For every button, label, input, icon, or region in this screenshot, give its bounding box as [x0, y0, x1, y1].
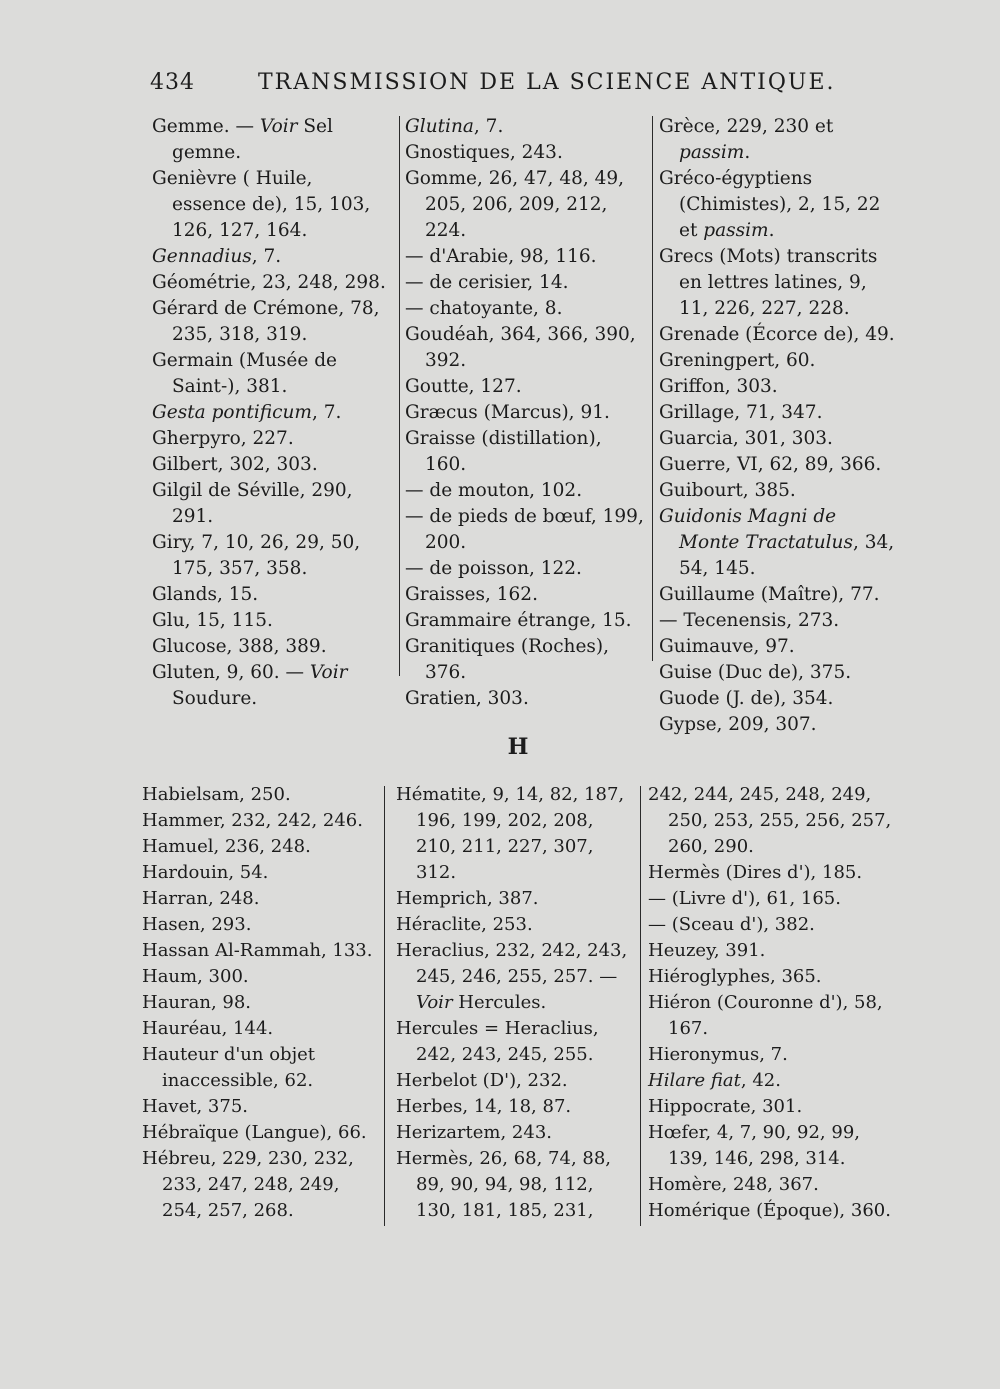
- index-entry: Glucose, 388, 389.: [152, 636, 327, 657]
- index-entry: Grammaire étrange, 15.: [405, 610, 632, 631]
- index-entry: Guarcia, 301, 303.: [659, 428, 833, 449]
- index-entry: Goudéah, 364, 366, 390, 392.: [405, 324, 636, 371]
- index-entry: Homère, 248, 367.: [648, 1174, 819, 1195]
- index-entry: Gomme, 26, 47, 48, 49, 205, 206, 209, 212, 224.: [405, 168, 625, 241]
- section-letter-h: H: [507, 734, 529, 760]
- index-entry: Hauteur d'un objet inaccessible, 62.: [142, 1044, 316, 1091]
- index-entry: — de poisson, 122.: [405, 558, 582, 579]
- index-entry: Homérique (Époque), 360.: [648, 1200, 891, 1221]
- index-entry: Hermès (Dires d'), 185.: [648, 862, 863, 883]
- index-entry: Gemme. — Voir Sel gemne.: [152, 116, 333, 163]
- index-entry: Glands, 15.: [152, 584, 259, 605]
- index-entry: Gilgil de Séville, 290, 291.: [152, 480, 353, 527]
- index-entry: Hématite, 9, 14, 82, 187, 196, 199, 202, 208, 210, 211, 227, 307, 312.: [396, 784, 625, 883]
- column-divider: [652, 116, 653, 661]
- index-entry: Gennadius, 7.: [152, 246, 282, 267]
- index-entry: Hébreu, 229, 230, 232, 233, 247, 248, 249, 254, 257, 268.: [142, 1148, 354, 1221]
- index-entry: Hamuel, 236, 248.: [142, 836, 311, 857]
- index-entry: Graisse (distillation), 160.: [405, 428, 602, 475]
- index-entry: Gesta pontificum, 7.: [152, 402, 342, 423]
- index-entry: Græcus (Marcus), 91.: [405, 402, 610, 423]
- index-entry: Heraclius, 232, 242, 243, 245, 246, 255, 257. — Voir Hercules.: [396, 940, 628, 1013]
- index-entry: Graisses, 162.: [405, 584, 538, 605]
- index-column-2: [396, 782, 636, 1224]
- index-entry: Guerre, VI, 62, 89, 366.: [659, 454, 882, 475]
- index-entry: Hasen, 293.: [142, 914, 252, 935]
- page-number: 434: [150, 70, 195, 95]
- index-entry: Germain (Musée de Saint-), 381.: [152, 350, 337, 397]
- index-entry: Herizartem, 243.: [396, 1122, 553, 1143]
- index-entry: Grecs (Mots) transcrits en lettres latines, 9, 11, 226, 227, 228.: [659, 246, 878, 319]
- index-entry: Héraclite, 253.: [396, 914, 533, 935]
- index-column-2: [405, 114, 645, 712]
- index-entry: Guidonis Magni de Monte Tractatulus, 34, 54, 145.: [659, 506, 895, 579]
- index-entry: — de cerisier, 14.: [405, 272, 569, 293]
- index-entry: Grenade (Écorce de), 49.: [659, 324, 895, 345]
- index-entry: Heuzey, 391.: [648, 940, 766, 961]
- index-entry: Herbelot (D'), 232.: [396, 1070, 568, 1091]
- index-entry: Glu, 15, 115.: [152, 610, 273, 631]
- index-entry: Haum, 300.: [142, 966, 249, 987]
- index-entry: Habielsam, 250.: [142, 784, 291, 805]
- index-column-1: [142, 782, 380, 1224]
- index-entry: — de pieds de bœuf, 199, 200.: [405, 506, 644, 553]
- index-entry: — d'Arabie, 98, 116.: [405, 246, 597, 267]
- index-entry: Glutina, 7.: [405, 116, 504, 137]
- index-entry: 242, 244, 245, 248, 249, 250, 253, 255, 256, 257, 260, 290.: [648, 784, 892, 857]
- running-title: TRANSMISSION DE LA SCIENCE ANTIQUE.: [258, 70, 836, 95]
- index-entry: Hemprich, 387.: [396, 888, 539, 909]
- index-entry: Hippocrate, 301.: [648, 1096, 803, 1117]
- index-entry: Hébraïque (Langue), 66.: [142, 1122, 367, 1143]
- index-entry: Giry, 7, 10, 26, 29, 50, 175, 357, 358.: [152, 532, 361, 579]
- index-entry: Grèce, 229, 230 et passim.: [659, 116, 834, 163]
- index-entry: Guillaume (Maître), 77.: [659, 584, 880, 605]
- index-entry: Hardouin, 54.: [142, 862, 269, 883]
- index-entry: Gilbert, 302, 303.: [152, 454, 318, 475]
- index-entry: Hammer, 232, 242, 246.: [142, 810, 363, 831]
- index-entry: Guibourt, 385.: [659, 480, 796, 501]
- index-entry: Gypse, 209, 307.: [659, 714, 817, 735]
- index-entry: Gérard de Crémone, 78, 235, 318, 319.: [152, 298, 380, 345]
- column-divider: [384, 786, 385, 1226]
- index-entry: Granitiques (Roches), 376.: [405, 636, 610, 683]
- index-column-1: [152, 114, 392, 712]
- index-entry: Grillage, 71, 347.: [659, 402, 823, 423]
- index-entry: — chatoyante, 8.: [405, 298, 563, 319]
- index-entry: Guode (J. de), 354.: [659, 688, 834, 709]
- index-entry: — (Sceau d'), 382.: [648, 914, 815, 935]
- index-column-3: [659, 114, 901, 738]
- index-entry: — Tecenensis, 273.: [659, 610, 840, 631]
- index-entry: Hieronymus, 7.: [648, 1044, 788, 1065]
- index-entry: Géométrie, 23, 248, 298.: [152, 272, 386, 293]
- index-section-g: [0, 114, 1000, 735]
- index-entry: Harran, 248.: [142, 888, 260, 909]
- column-divider: [399, 116, 400, 676]
- index-entry: Greningpert, 60.: [659, 350, 816, 371]
- index-entry: Hauréau, 144.: [142, 1018, 274, 1039]
- index-entry: Guise (Duc de), 375.: [659, 662, 852, 683]
- index-entry: Guimauve, 97.: [659, 636, 795, 657]
- index-entry: Gratien, 303.: [405, 688, 529, 709]
- index-entry: Gréco-égyptiens (Chimistes), 2, 15, 22 et passim.: [659, 168, 881, 241]
- index-entry: Hercules = Heraclius, 242, 243, 245, 255.: [396, 1018, 599, 1065]
- index-entry: Hœfer, 4, 7, 90, 92, 99, 139, 146, 298, 314.: [648, 1122, 860, 1169]
- index-entry: Hiéroglyphes, 365.: [648, 966, 822, 987]
- index-entry: Gherpyro, 227.: [152, 428, 294, 449]
- index-entry: Hermès, 26, 68, 74, 88, 89, 90, 94, 98, 112, 130, 181, 185, 231,: [396, 1148, 612, 1221]
- index-entry: Hilare fiat, 42.: [648, 1070, 781, 1091]
- index-entry: Herbes, 14, 18, 87.: [396, 1096, 572, 1117]
- index-entry: Griffon, 303.: [659, 376, 778, 397]
- index-entry: Hassan Al-Rammah, 133.: [142, 940, 373, 961]
- index-entry: Hauran, 98.: [142, 992, 252, 1013]
- index-section-h: [0, 782, 1000, 1232]
- index-entry: — de mouton, 102.: [405, 480, 583, 501]
- index-column-3: [648, 782, 894, 1224]
- index-entry: Hiéron (Couronne d'), 58, 167.: [648, 992, 883, 1039]
- page-header: [150, 66, 900, 106]
- column-divider: [640, 786, 641, 1226]
- index-entry: Goutte, 127.: [405, 376, 522, 397]
- index-entry: Genièvre ( Huile, essence de), 15, 103, 126, 127, 164.: [152, 168, 371, 241]
- index-entry: Havet, 375.: [142, 1096, 249, 1117]
- index-entry: Gluten, 9, 60. — Voir Soudure.: [152, 662, 348, 709]
- index-entry: — (Livre d'), 61, 165.: [648, 888, 841, 909]
- index-entry: Gnostiques, 243.: [405, 142, 563, 163]
